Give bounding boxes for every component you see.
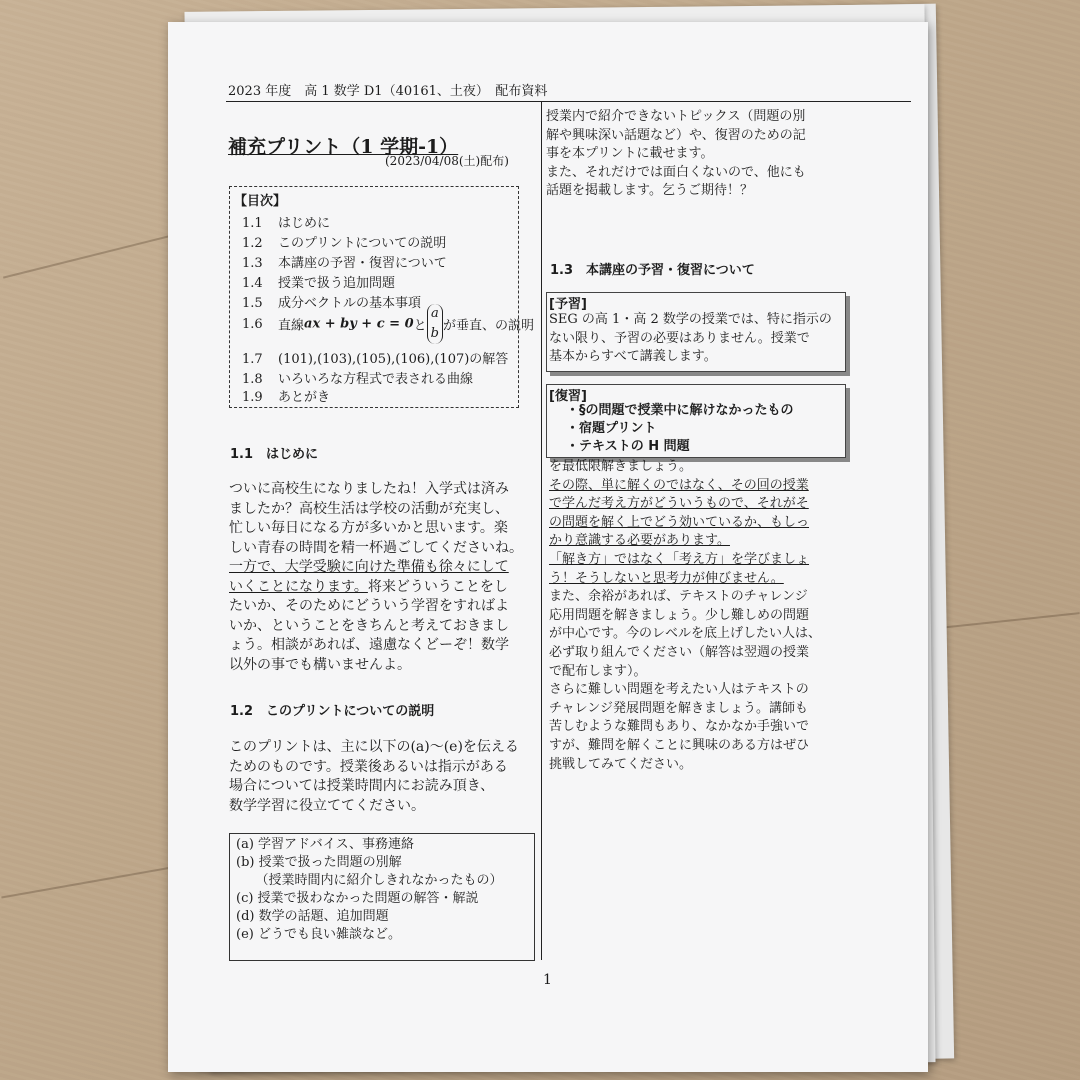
text-line: しい青春の時間を精一杯過ごしてくださいね。 — [229, 539, 523, 556]
list-item: ・テキストの H 問題 — [566, 439, 690, 454]
preparation-heading: [予習] — [549, 297, 587, 312]
toc-item-label: と — [413, 318, 427, 334]
underlined-text-line: 「解き方」ではなく「考え方」を学びましょ — [549, 551, 810, 567]
text-line: 応用問題を解きましょう。少し難しめの問題 — [549, 607, 810, 623]
list-item: (c) 授業で扱わなかった問題の解答・解説 — [236, 891, 479, 906]
section-1-1-body — [229, 480, 523, 675]
text-line: ためのものです。授業後あるいは指示がある — [229, 758, 508, 775]
list-item: (d) 数学の話題、追加問題 — [236, 909, 389, 924]
toc-item — [242, 252, 447, 271]
toc-item — [242, 232, 446, 251]
list-item: (e) どうでも良い雑談など。 — [236, 927, 401, 942]
underlined-text-line: かり意識する必要があります。 — [549, 533, 730, 549]
preparation-body — [549, 311, 832, 367]
section-heading-1-1: 1.1 はじめに — [230, 447, 319, 462]
vector-component-b: b — [430, 326, 439, 341]
toc-item-label: あとがき — [278, 390, 331, 405]
text-line: 事を本プリントに載せます。 — [546, 146, 714, 161]
toc-item-label: (101),(103),(105),(106),(107)の解答 — [278, 352, 509, 367]
right-intro — [546, 108, 806, 201]
normal-vector — [427, 304, 443, 344]
list-item: (b) 授業で扱った問題の別解 — [236, 855, 402, 870]
toc-heading: 【目次】 — [234, 194, 287, 209]
toc-item-label: 直線 — [278, 318, 305, 334]
review-heading: [復習] — [549, 389, 587, 404]
text-line: 将来どういうことをし — [367, 578, 508, 595]
text-line: が中心です。今のレベルを底上げしたい人は、 — [549, 626, 821, 642]
section-1-2-body — [229, 738, 519, 816]
text-line: いか、ということをきちんと考えておきまし — [229, 617, 509, 634]
toc-item-label: が垂直、の説明 — [442, 318, 534, 334]
text-line: ょう。相談があれば、遠慮なくどーぞ！数学 — [229, 637, 509, 653]
toc-item-number: 1.8 — [242, 372, 263, 387]
document-title: 補充プリント（1 学期-1） — [228, 136, 459, 158]
text-line: ついに高校生になりましたね！入学式は済み — [229, 481, 509, 497]
toc-item-number: 1.3 — [242, 256, 263, 271]
toc-item-number: 1.6 — [242, 316, 263, 332]
vector-component-a: a — [430, 306, 439, 321]
toc-item — [242, 212, 330, 231]
line-equation: ax + by + c = 0 — [304, 316, 414, 332]
text-line: また、それだけでは面白くないので、他にも — [546, 164, 806, 180]
underlined-text-line: その際、単に解くのではなく、その回の授業 — [549, 477, 809, 493]
underlined-text-line: 一方で、大学受験に向けた準備も徐々にして — [229, 559, 509, 575]
text-line: 場合については授業時間内にお読み頂き、 — [229, 778, 495, 794]
text-line: すが、難問を解くことに興味のある方はぜひ — [549, 737, 810, 753]
toc-item-number: 1.9 — [242, 390, 263, 405]
text-line: 数学学習に役立ててください。 — [229, 797, 425, 814]
text-line: 解や興味深い話題など）や、復習のための記 — [546, 127, 806, 143]
text-line: さらに難しい問題を考えたい人はテキストの — [549, 682, 809, 698]
text-line: 以外の事でも構いませんよ。 — [229, 656, 411, 673]
text-line: 基本からすべて講義します。 — [549, 349, 717, 364]
toc-item — [242, 348, 508, 367]
text-line: SEG の高 1・高 2 数学の授業では、特に指示の — [549, 312, 832, 327]
page-number: 1 — [543, 972, 552, 988]
toc-item — [242, 386, 330, 405]
text-line: 苦しむような難問もあり、なかなか手強いで — [549, 719, 810, 735]
toc-item-label: 本講座の予習・復習について — [278, 256, 447, 271]
toc-item-label: いろいろな方程式で表される曲線 — [278, 372, 474, 387]
underlined-text: いくことになります。 — [229, 578, 368, 595]
toc-item-label: このプリントについての説明 — [278, 236, 447, 251]
toc-item-number: 1.7 — [242, 352, 263, 367]
text-line: 忙しい毎日になる方が多いかと思います。楽 — [229, 520, 508, 536]
text-line: たいか、そのためにどういう学習をすればよ — [229, 598, 509, 614]
toc-item-number: 1.5 — [242, 296, 263, 311]
text-line: ない限り、予習の必要はありません。授業で — [549, 330, 810, 346]
toc-item — [242, 304, 534, 344]
text-line: 授業内で紹介できないトピックス（問題の別 — [546, 109, 806, 124]
list-item: ・宿題プリント — [566, 421, 657, 436]
text-line: を最低限解きましょう。 — [549, 459, 693, 474]
section-heading-1-3: 1.3 本講座の予習・復習について — [550, 263, 755, 278]
text-line: ましたか？高校生活は学校の活動が充実し、 — [229, 500, 509, 517]
toc-item-number: 1.1 — [242, 216, 263, 231]
underlined-text-line: う！そうしないと思考力が伸びません。 — [549, 570, 784, 586]
text-line: 話題を掲載します。乞うご期待！？ — [546, 183, 753, 198]
list-item: ・§の問題で授業中に解けなかったもの — [566, 403, 794, 418]
toc-item-label: はじめに — [278, 216, 331, 231]
distribution-date: (2023/04/08(土)配布) — [385, 154, 509, 168]
text-line: 挑戦してみてください。 — [549, 756, 693, 772]
underlined-text-line: で学んだ考え方がどういうもので、それがそ — [549, 496, 809, 512]
text-line: また、余裕があれば、テキストのチャレンジ — [549, 589, 808, 605]
list-item: (a) 学習アドバイス、事務連絡 — [236, 837, 415, 852]
toc-item-number: 1.4 — [242, 276, 263, 291]
toc-item — [242, 272, 395, 291]
text-line: 必ず取り組んでください（解答は翌週の授業 — [549, 644, 810, 660]
contents-list — [236, 836, 503, 944]
review-list — [566, 402, 794, 456]
text-line: チャレンジ発展問題を解きましょう。講師も — [549, 700, 808, 716]
toc-item-label: 成分ベクトルの基本事項 — [278, 296, 422, 311]
section-heading-1-2: 1.2 このプリントについての説明 — [230, 704, 435, 719]
document-header: 2023 年度 高 1 数学 D1（40161、土夜） 配布資料 — [228, 84, 548, 99]
text-line: で配布します）。 — [549, 663, 647, 679]
section-1-3-body — [549, 458, 821, 774]
underlined-text-line: の問題を解く上でどう効いているか、もしっ — [549, 514, 810, 530]
header-rule — [226, 101, 911, 102]
toc-item-number: 1.2 — [242, 236, 263, 251]
toc-item — [242, 368, 473, 387]
list-item: （授業時間内に紹介しきれなかったもの） — [236, 873, 503, 888]
toc-item-label: 授業で扱う追加問題 — [278, 276, 396, 291]
text-line: このプリントは、主に以下の(a)〜(e)を伝える — [229, 739, 519, 755]
column-divider — [541, 102, 542, 960]
